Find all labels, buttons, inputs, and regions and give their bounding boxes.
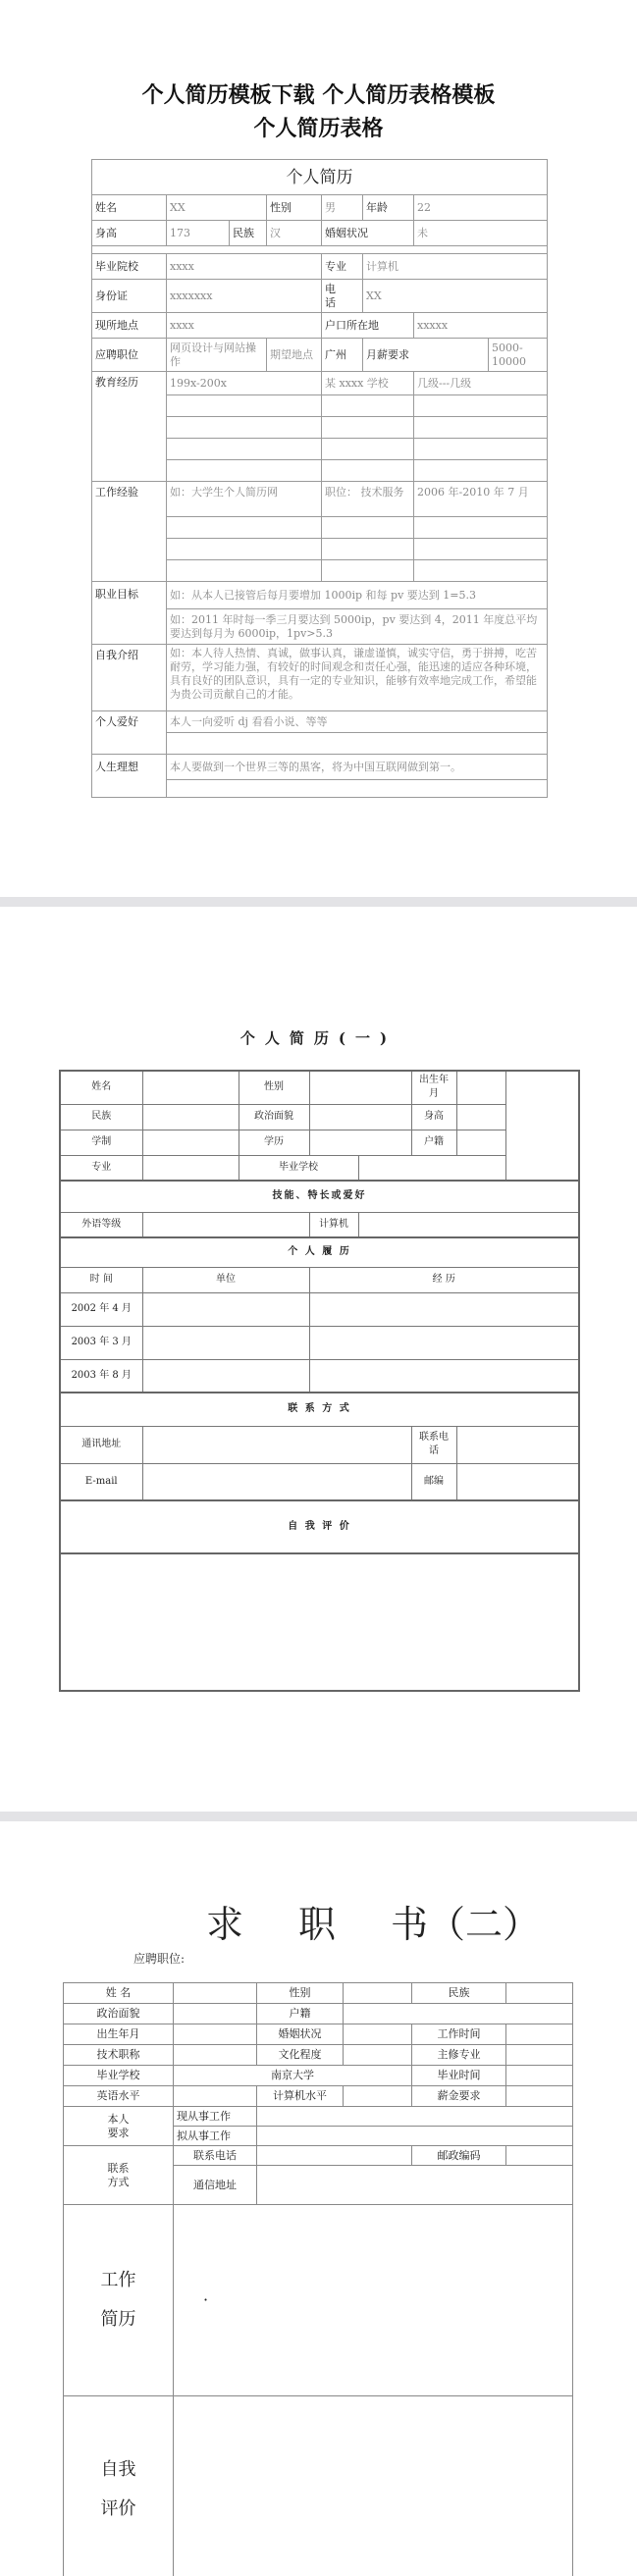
hukou-label: 户口所在地 <box>322 313 414 339</box>
s3-address-label: 通信地址 <box>174 2166 257 2205</box>
s3-work-time-label: 工作时间 <box>412 2024 506 2045</box>
s3-title-c: 书（二） <box>391 1903 541 1946</box>
hobby-label: 个人爱好 <box>92 711 167 755</box>
s3-work-b: 简历 <box>100 2309 136 2330</box>
s3-contact-b: 方式 <box>107 2175 130 2188</box>
resume-table-2 <box>59 1070 580 1692</box>
goal-text2: 如：2011 年时每一季三月要达到 5000ip，pv 要达到 4，2011 年度总平均要达到每月为 6000ip，1pv>5.3 <box>167 609 548 645</box>
section-divider-1 <box>0 897 637 907</box>
s3-computer-level-label: 计算机水平 <box>257 2086 344 2107</box>
name-value: XX <box>167 195 267 221</box>
s2-school-label: 毕业学校 <box>239 1155 358 1181</box>
location-label: 期望地点 <box>267 339 322 372</box>
s3-requirement-label <box>64 2107 174 2146</box>
s3-req-a: 本人 <box>107 2112 130 2126</box>
s3-contact-a: 联系 <box>107 2161 130 2175</box>
position-value: 网页设计与网站操作 <box>167 339 267 372</box>
s2-mail-address-label: 通讯地址 <box>60 1426 142 1463</box>
marital-label: 婚姻状况 <box>322 221 414 246</box>
address-value: xxxx <box>167 313 322 339</box>
s2-unit-col: 单位 <box>142 1267 309 1292</box>
s2-foreign-language-label: 外语等级 <box>60 1212 142 1237</box>
s3-title-b: 职 <box>298 1903 337 1946</box>
ideal-text: 本人要做到一个世界三等的黑客，将为中国互联网做到第一。 <box>167 755 548 780</box>
s3-work-a: 工作 <box>100 2270 136 2290</box>
s2-name-label: 姓名 <box>60 1071 142 1104</box>
section3-title <box>206 1894 540 1948</box>
s2-time-col: 时 间 <box>60 1267 142 1292</box>
id-label: 身份证 <box>92 280 167 313</box>
s3-hukou-label: 户籍 <box>257 2004 344 2024</box>
intro-label: 自我介绍 <box>92 645 167 711</box>
s2-contact-phone-label: 联系电话 <box>411 1426 456 1463</box>
gender-value: 男 <box>322 195 363 221</box>
s3-work-body: · <box>174 2205 573 2396</box>
s3-work-label <box>64 2205 174 2396</box>
phone-label-a: 电 <box>325 282 336 295</box>
ethnicity-value: 汉 <box>267 221 322 246</box>
s3-salary-label: 薪金要求 <box>412 2086 506 2107</box>
edu-class: 几级---几级 <box>414 372 548 395</box>
address-label: 现所地点 <box>92 313 167 339</box>
resume-table-1 <box>91 159 548 798</box>
goal-text1: 如：从本人已接管后每月要增加 1000ip 和每 pv 要达到 1=5.3 <box>167 582 548 609</box>
ideal-label: 人生理想 <box>92 755 167 798</box>
s2-postcode-label: 邮编 <box>411 1463 456 1500</box>
id-value: xxxxxxx <box>167 280 322 313</box>
s3-zip-label: 邮政编码 <box>412 2146 506 2166</box>
intro-text: 如：本人待人热情、真诚，做事认真，谦虚谨慎，诚实守信，勇于拼搏，吃苦耐劳，学习能力强，有较好的时间观念和责任心强，能迅速的适应各种环境，具有良好的团队意识，具有一定的专业知识，能够有效率地完成工作，希望能为贵公司贡献自己的才能。 <box>167 645 548 711</box>
s2-hukou-label: 户籍 <box>411 1130 456 1155</box>
s2-email-label: E-mail <box>60 1463 142 1500</box>
s3-grad-time-label: 毕业时间 <box>412 2066 506 2086</box>
s3-birth-label: 出生年月 <box>64 2024 174 2045</box>
s2-skills-header: 技能、特长或爱好 <box>60 1181 579 1212</box>
s3-title-a: 求 <box>206 1903 244 1946</box>
position-label: 应聘职位 <box>92 339 167 372</box>
section-divider-2 <box>0 1812 637 1821</box>
work-company: 如：大学生个人简历网 <box>167 482 322 517</box>
s2-education-label: 学历 <box>239 1130 309 1155</box>
s3-culture-label: 文化程度 <box>257 2045 344 2066</box>
s2-exp-col: 经 历 <box>309 1267 579 1292</box>
s2-birth-label: 出生年月 <box>411 1071 456 1104</box>
s3-self-body <box>174 2396 573 2576</box>
s3-phone-label: 联系电话 <box>174 2146 257 2166</box>
age-value: 22 <box>414 195 548 221</box>
s3-marital-label: 婚姻状况 <box>257 2024 344 2045</box>
section1-caption: 个人简历 <box>92 160 548 195</box>
s3-cur-work-label: 现从事工作 <box>174 2107 257 2127</box>
salary-value: 5000-10000 <box>489 339 548 372</box>
gender-label: 性别 <box>267 195 322 221</box>
s2-self-eval-header: 自 我 评 价 <box>60 1500 579 1553</box>
s3-title-rank-label: 技术职称 <box>64 2045 174 2066</box>
education-label: 教育经历 <box>92 372 167 482</box>
s3-contact-label <box>64 2146 174 2205</box>
s3-want-work-label: 拟从事工作 <box>174 2127 257 2146</box>
ethnicity-label: 民族 <box>230 221 267 246</box>
section1-title-line2: 个人简历表格 <box>253 116 384 141</box>
edu-period: 199x-200x <box>167 372 322 395</box>
s3-self-b: 评价 <box>100 2497 136 2519</box>
height-label: 身高 <box>92 221 167 246</box>
edu-school: 某 xxxx 学校 <box>322 372 414 395</box>
s3-school-value: 南京大学 <box>174 2066 412 2086</box>
s2-degree-label: 学制 <box>60 1130 142 1155</box>
major-label: 专业 <box>322 254 363 280</box>
work-label: 工作经验 <box>92 482 167 582</box>
s2-experience-header: 个 人 履 历 <box>60 1237 579 1267</box>
school-label: 毕业院校 <box>92 254 167 280</box>
s2-computer-label: 计算机 <box>309 1212 358 1237</box>
height-value: 173 <box>167 221 230 246</box>
salary-label: 月薪要求 <box>363 339 489 372</box>
name-label: 姓名 <box>92 195 167 221</box>
phone-value: XX <box>363 280 548 313</box>
s2-exp-row-1: 2002 年 4 月 <box>60 1292 142 1326</box>
hobby-text: 本人一向爱听 dj 看看小说、等等 <box>167 711 548 733</box>
s3-position-label: 应聘职位: <box>133 1952 186 1966</box>
s3-self-a: 自我 <box>100 2458 136 2480</box>
s3-politics-label: 政治面貌 <box>64 2004 174 2024</box>
s3-gender-label: 性别 <box>257 1983 344 2004</box>
marital-value: 未 <box>414 221 548 246</box>
work-period: 2006 年-2010 年 7 月 <box>414 482 548 517</box>
resume-table-3 <box>63 1982 573 2576</box>
section1-title-line1: 个人简历模板下载 个人简历表格模板 <box>141 82 496 108</box>
s3-major-subject-label: 主修专业 <box>412 2045 506 2066</box>
goal-label: 职业目标 <box>92 582 167 645</box>
s2-gender-label: 性别 <box>239 1071 309 1104</box>
major-value: 计算机 <box>363 254 548 280</box>
s2-self-eval-body <box>60 1553 579 1691</box>
hukou-value: xxxxx <box>414 313 548 339</box>
s2-ethnicity-label: 民族 <box>60 1104 142 1130</box>
s2-major-label: 专业 <box>60 1155 142 1181</box>
location-value: 广州 <box>322 339 363 372</box>
section2-title: 个人简历(一) <box>239 1029 398 1047</box>
age-label: 年龄 <box>363 195 414 221</box>
phone-label <box>322 280 363 313</box>
s3-school-label: 毕业学校 <box>64 2066 174 2086</box>
s3-english-label: 英语水平 <box>64 2086 174 2107</box>
work-post: 职位： 技术服务 <box>322 482 414 517</box>
school-value: xxxx <box>167 254 322 280</box>
s2-contact-header: 联 系 方 式 <box>60 1393 579 1426</box>
s3-req-b: 要求 <box>107 2126 130 2139</box>
s2-politics-label: 政治面貌 <box>239 1104 309 1130</box>
s2-exp-row-3: 2003 年 8 月 <box>60 1359 142 1393</box>
s2-exp-row-2: 2003 年 3 月 <box>60 1326 142 1359</box>
s3-name-label: 姓 名 <box>64 1983 174 2004</box>
s2-height-label: 身高 <box>411 1104 456 1130</box>
phone-label-b: 话 <box>325 295 336 309</box>
s3-ethnicity-label: 民族 <box>412 1983 506 2004</box>
s3-self-label <box>64 2396 174 2576</box>
